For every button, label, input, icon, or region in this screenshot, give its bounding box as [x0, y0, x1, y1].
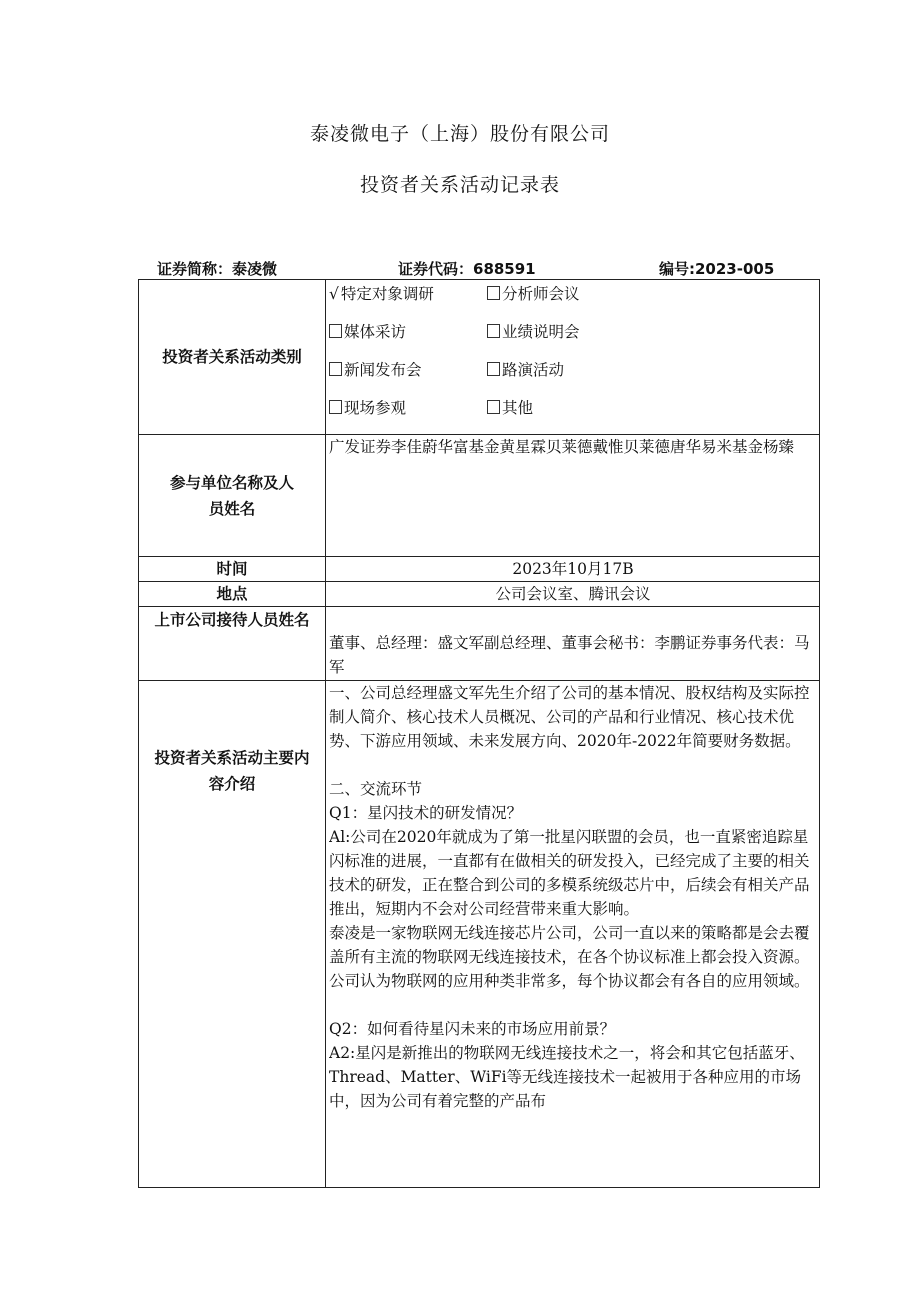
checkbox-icon	[329, 324, 342, 338]
content-label: 投资者关系活动主要内容介绍	[139, 681, 326, 1188]
table-row-location	[139, 582, 820, 607]
option-analyst-meeting[interactable]: 分析师会议	[487, 282, 645, 320]
company-name: 泰凌微电子（上海）股份有限公司	[309, 123, 610, 145]
activity-type-label: 投资者关系活动类别	[139, 280, 326, 435]
option-specific-research[interactable]: √ 特定对象调研	[329, 285, 434, 303]
option-press-conference[interactable]: 新闻发布会	[329, 358, 487, 396]
receptionists-label: 上市公司接待人员姓名	[139, 607, 326, 681]
question-2: Q2：如何看待星闪未来的市场应用前景？	[329, 1020, 616, 1038]
option-earnings-call[interactable]: 业绩说明会	[487, 320, 645, 358]
table-row-receptionists	[139, 607, 820, 681]
record-number: 编号:2023-005	[659, 260, 775, 278]
table-row-activity-type	[139, 280, 820, 435]
answer-1-continued: 泰凌是一家物联网无线连接芯片公司，公司一直以来的策略都是会去覆盖所有主流的物联网无线连接技术，在各个协议标准上都会投入资源。公司认为物联网的应用种类非常多，每个协议都会有各自的应用领域。	[329, 924, 810, 990]
location-label: 地点	[139, 582, 326, 607]
checkbox-icon	[487, 400, 500, 414]
activity-type-options	[326, 280, 820, 435]
answer-2: A2:星闪是新推出的物联网无线连接技术之一，将会和其它包括蓝牙、Thread、Matter、WiFi等无线连接技术一起被用于各种应用的市场中，因为公司有着完整的产品布	[329, 1044, 805, 1110]
time-label: 时间	[139, 557, 326, 582]
section-exchange-heading: 二、交流环节	[329, 780, 423, 798]
checkbox-icon	[487, 362, 500, 376]
check-mark-icon: √	[329, 285, 339, 303]
checkbox-icon	[487, 324, 500, 338]
receptionists-value: 董事、总经理：盛文军副总经理、董事会秘书：李鹏证券事务代表：马军	[329, 634, 810, 676]
form-title: 投资者关系活动记录表	[359, 174, 560, 196]
security-code: 证券代码：688591	[398, 260, 536, 278]
content-intro: 一、公司总经理盛文军先生介绍了公司的基本情况、股权结构及实际控制人简介、核心技术人员概况、公司的产品和行业情况、核心技术优势、下游应用领域、未来发展方向、2020年-2022年简要财务数据。	[329, 684, 810, 750]
security-abbreviation: 证券简称：泰凌微	[157, 260, 278, 278]
table-row-time	[139, 557, 820, 582]
content-body	[326, 681, 820, 1188]
question-1: Q1：星闪技术的研发情况？	[329, 804, 523, 822]
table-row-participants	[139, 435, 820, 557]
option-roadshow[interactable]: 路演活动	[487, 358, 645, 396]
table-row-content	[139, 681, 820, 1188]
answer-1: Al:公司在2020年就成为了第一批星闪联盟的会员，也一直紧密追踪星闪标准的进展，一直都有在做相关的研发投入，已经完成了主要的相关技术的研发，正在整合到公司的多模系统级芯片中，后续会有相关产品推出，短期内不会对公司经营带来重大影响。	[329, 828, 810, 918]
participants-value: 广发证券李佳蔚华富基金黄星霖贝莱德戴惟贝莱德唐华易米基金杨臻	[329, 438, 795, 456]
record-table	[138, 279, 820, 1188]
time-value: 2023年10月17B	[326, 557, 820, 582]
participants-label: 参与单位名称及人员姓名	[139, 435, 326, 557]
option-other[interactable]: 其他	[487, 396, 645, 434]
option-site-visit[interactable]: 现场参观	[329, 396, 487, 434]
checkbox-icon	[329, 362, 342, 376]
location-value: 公司会议室、腾讯会议	[326, 582, 820, 607]
checkbox-icon	[487, 286, 500, 300]
option-media-interview[interactable]: 媒体采访	[329, 320, 487, 358]
checkbox-icon	[329, 400, 342, 414]
